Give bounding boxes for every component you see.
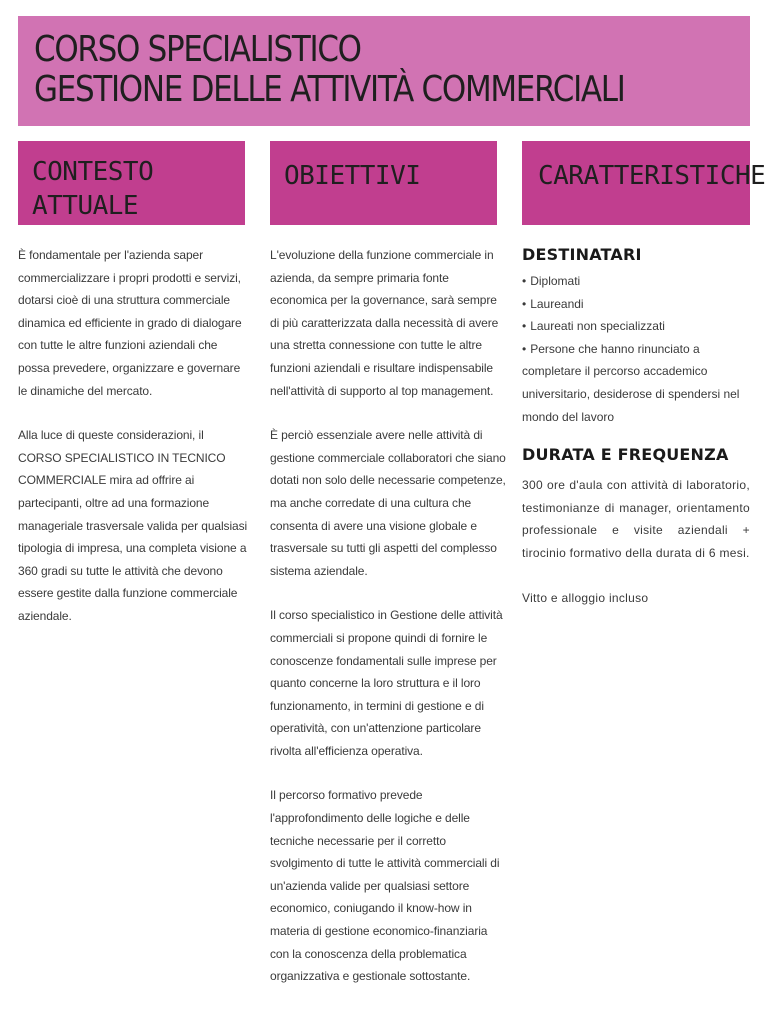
list-item bbox=[522, 270, 750, 293]
bullet-icon: • bbox=[522, 296, 527, 311]
list-item-label: Persone che hanno rinunciato a bbox=[530, 341, 700, 356]
header-title-line2: GESTIONE DELLE ATTIVITÀ COMMERCIALI bbox=[34, 69, 625, 110]
destinatari-list bbox=[522, 270, 750, 360]
obiettivi-paragraph-1: L'evoluzione della funzione commerciale in azienda, da sempre primaria fonte economica per la governance, sarà sempre di più caratterizzata dalla necessità di avere una stretta connessione con tutte le altre funzioni aziendali e risultare indispensabile nell'attività di supporto al top management. bbox=[270, 248, 499, 398]
list-item bbox=[522, 338, 750, 361]
bullet-icon: • bbox=[522, 341, 527, 356]
list-item-label: Laureandi bbox=[530, 296, 584, 311]
contesto-paragraph-1: È fondamentale per l'azienda saper commercializzare i propri prodotti e servizi, dotarsi cioè di una struttura commerciale dinamica ed efficiente in grado di dialogare con tutte le altre funzioni aziendali che possa prevedere, organizzare e governare le dinamiche del mercato. bbox=[18, 248, 242, 398]
obiettivi-paragraph-4: Il percorso formativo prevede l'approfondimento delle logiche e delle tecniche necessarie per il corretto svolgimento di tutte le attività commerciali di un'azienda valide per qualsiasi settore economico, coniugando il know-how in materia di gestione economico-finanziaria con la conoscenza della problematica organizzativa e gestionale sottostante. bbox=[270, 788, 500, 984]
destinatari-heading: DESTINATARI bbox=[522, 245, 642, 264]
column-title-caratteristiche: CARATTERISTICHE bbox=[538, 161, 766, 191]
page-header bbox=[18, 16, 750, 126]
column-contesto bbox=[18, 244, 250, 650]
column-header-obiettivi bbox=[270, 141, 497, 225]
bullet-icon: • bbox=[522, 274, 527, 288]
column-obiettivi bbox=[270, 244, 506, 1010]
column-title-obiettivi: OBIETTIVI bbox=[284, 161, 421, 191]
list-item bbox=[522, 293, 750, 316]
list-item bbox=[522, 315, 750, 338]
header-title-line1: CORSO SPECIALISTICO bbox=[34, 29, 361, 70]
bullet-icon: • bbox=[522, 319, 527, 334]
durata-heading: DURATA E FREQUENZA bbox=[522, 445, 729, 465]
column-caratteristiche bbox=[522, 244, 750, 631]
obiettivi-paragraph-2: È perciò essenziale avere nelle attività di gestione commerciale collaboratori che siano dotati non solo delle necessarie competenze, ma anche corredate di una cultura che consenta di avere una visione globale e trasversale su tutti gli aspetti del complesso sistema aziendale. bbox=[270, 428, 506, 578]
column-title-contesto: CONTESTO ATTUALE bbox=[32, 157, 154, 221]
column-header-contesto bbox=[18, 141, 245, 225]
contesto-paragraph-2: Alla luce di queste considerazioni, il CORSO SPECIALISTICO IN TECNICO COMMERCIALE mira ad offrire ai partecipanti, oltre ad una formazione manageriale trasversale valida per qualsiasi tipologia di impresa, una completa visione a 360 gradi su tutte le attività che devono essere gestite dalla funzione commerciale aziendale. bbox=[18, 428, 248, 623]
durata-text: 300 ore d'aula con attività di laboratorio, testimonianze di manager, orientamento professionale e visite aziendali + tirocinio formativo della durata di 6 mesi. bbox=[522, 478, 750, 560]
list-item-label: Laureati non specializzati bbox=[530, 319, 665, 334]
list-item-label: Diplomati bbox=[530, 274, 581, 288]
column-header-caratteristiche bbox=[522, 141, 766, 225]
destinatari-continuation: completare il percorso accademico universitario, desiderose di spendersi nel mondo del lavoro bbox=[522, 364, 740, 424]
vitto-text: Vitto e alloggio incluso bbox=[522, 590, 649, 605]
obiettivi-paragraph-3: Il corso specialistico in Gestione delle attività commerciali si propone quindi di fornire le conoscenze fondamentali sulle imprese per quanto concerne la loro struttura e il loro funzionamento, in termini di gestione e di operatività, con un'attenzione particolare rivolta all'efficienza operativa. bbox=[270, 608, 503, 758]
